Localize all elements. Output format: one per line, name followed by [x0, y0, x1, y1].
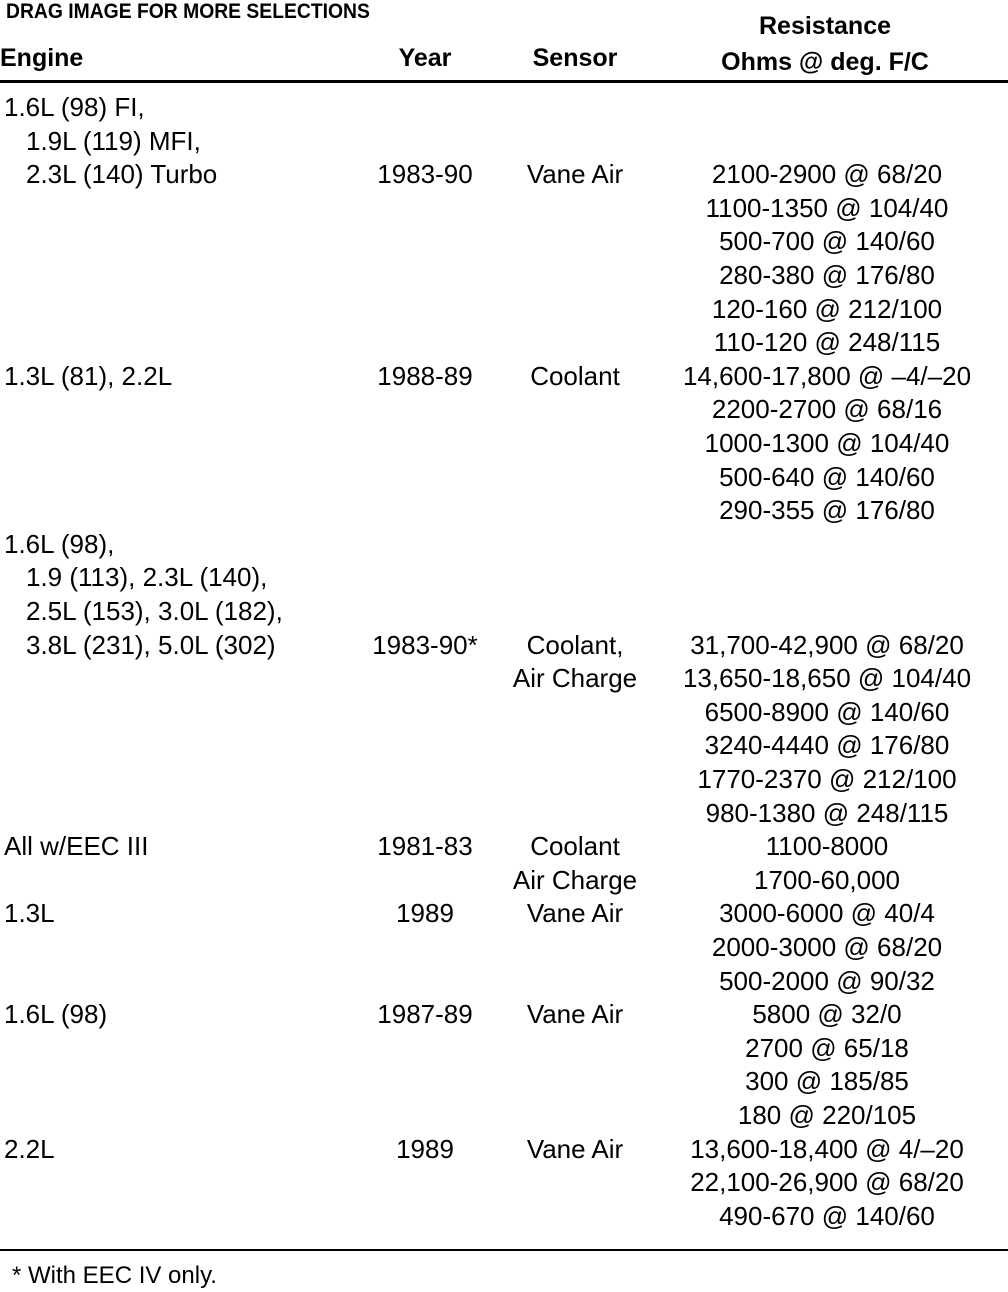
table-row [0, 91, 1008, 360]
resistance-cell [672, 1133, 982, 1234]
resistance-cell [672, 158, 982, 360]
sensor-line: Vane Air [526, 159, 624, 190]
resistance-cell [672, 629, 982, 831]
table-row [0, 897, 1008, 998]
resistance-value: 490-670 @ 140/60 [719, 1200, 935, 1231]
column-header-resistance [680, 8, 970, 80]
sensor-line: Vane Air [526, 898, 624, 929]
resistance-value: 5800 @ 32/0 [752, 999, 902, 1030]
sensor-line: Coolant [530, 831, 620, 862]
resistance-value: 120-160 @ 212/100 [711, 293, 943, 324]
resistance-value: 1100-8000 [765, 831, 889, 862]
resistance-value: 31,700-42,900 @ 68/20 [690, 629, 964, 660]
resistance-cell [672, 998, 982, 1132]
column-header-resistance-line1: Resistance [758, 12, 892, 40]
footnote: * With EEC IV only. [12, 1262, 217, 1289]
engine-line: 2.5L (153), 3.0L (182), [26, 595, 283, 626]
sensor-line: Coolant, [526, 629, 624, 660]
engine-cell [4, 1133, 384, 1167]
engine-cell [4, 830, 384, 864]
table-row [0, 360, 1008, 528]
column-header-engine: Engine [0, 44, 84, 72]
column-header-resistance-line2: Ohms @ deg. F/C [721, 48, 929, 76]
engine-line: 1.6L (98) FI, [4, 92, 145, 122]
table-bottom-divider [0, 1249, 1008, 1251]
column-header-sensor: Sensor [532, 44, 618, 72]
resistance-value: 3000-6000 @ 40/4 [719, 898, 935, 929]
resistance-value: 1100-1350 @ 104/40 [705, 192, 949, 223]
resistance-value: 1700-60,000 [753, 864, 901, 895]
resistance-cell [672, 897, 982, 998]
table-row [0, 528, 1008, 830]
sensor-cell [505, 897, 645, 931]
engine-line: 1.9L (119) MFI, [26, 125, 201, 156]
sensor-line: Vane Air [526, 999, 624, 1030]
year-cell: 1987-89 [377, 999, 473, 1030]
engine-line: 1.9 (113), 2.3L (140), [26, 562, 268, 593]
sensor-cell [505, 158, 645, 192]
resistance-cell [672, 360, 982, 528]
year-cell: 1983-90* [372, 629, 478, 660]
sensor-cell [505, 360, 645, 394]
resistance-value: 2700 @ 65/18 [745, 1032, 909, 1063]
sensor-line: Vane Air [526, 1133, 624, 1164]
resistance-value: 13,600-18,400 @ 4/–20 [690, 1133, 964, 1164]
engine-line: 1.3L (81), 2.2L [4, 360, 173, 391]
sensor-line: Coolant [530, 360, 620, 391]
resistance-value: 300 @ 185/85 [745, 1066, 909, 1097]
sensor-line: Air Charge [512, 864, 638, 895]
engine-line: 2.3L (140) Turbo [26, 159, 218, 190]
engine-cell [4, 998, 384, 1032]
engine-line: 2.2L [4, 1133, 55, 1164]
year-cell: 1988-89 [377, 360, 473, 391]
year-cell: 1989 [396, 898, 454, 929]
resistance-value: 6500-8900 @ 140/60 [704, 696, 950, 727]
engine-cell [4, 91, 384, 192]
sensor-line: Air Charge [512, 663, 638, 694]
year-cell: 1989 [396, 1133, 454, 1164]
resistance-value: 2000-3000 @ 68/20 [711, 931, 943, 962]
table-row [0, 1133, 1008, 1234]
resistance-value: 2200-2700 @ 68/16 [711, 394, 943, 425]
engine-line: 1.6L (98) [4, 999, 108, 1030]
engine-line: 1.6L (98), [4, 528, 115, 559]
engine-line: 1.3L [4, 898, 55, 929]
resistance-value: 500-640 @ 140/60 [719, 461, 935, 492]
table-row [0, 830, 1008, 897]
engine-cell [4, 360, 384, 394]
resistance-value: 290-355 @ 176/80 [719, 495, 935, 526]
sensor-cell [505, 830, 645, 897]
resistance-value: 500-700 @ 140/60 [719, 226, 935, 257]
engine-line: 3.8L (231), 5.0L (302) [26, 629, 276, 660]
sensor-resistance-table [0, 91, 1008, 1233]
resistance-value: 280-380 @ 176/80 [719, 259, 935, 290]
sensor-cell [505, 629, 645, 696]
engine-line: All w/EEC III [4, 831, 149, 862]
year-cell: 1983-90 [377, 159, 473, 190]
sensor-cell [505, 1133, 645, 1167]
resistance-value: 2100-2900 @ 68/20 [711, 159, 943, 190]
resistance-value: 180 @ 220/105 [737, 1099, 917, 1130]
engine-cell [4, 528, 384, 662]
resistance-value: 14,600-17,800 @ –4/–20 [682, 360, 972, 391]
resistance-value: 3240-4440 @ 176/80 [704, 730, 950, 761]
column-header-year: Year [398, 44, 452, 72]
header-divider [0, 80, 1008, 83]
sensor-cell [505, 998, 645, 1032]
resistance-value: 13,650-18,650 @ 104/40 [682, 663, 972, 694]
resistance-value: 1770-2370 @ 212/100 [697, 763, 957, 794]
resistance-value: 110-120 @ 248/115 [713, 327, 941, 358]
resistance-value: 1000-1300 @ 104/40 [704, 427, 950, 458]
resistance-value: 500-2000 @ 90/32 [719, 965, 935, 996]
drag-image-banner[interactable]: DRAG IMAGE FOR MORE SELECTIONS [6, 0, 370, 23]
resistance-value: 22,100-26,900 @ 68/20 [690, 1167, 964, 1198]
engine-cell [4, 897, 384, 931]
table-row [0, 998, 1008, 1132]
resistance-value: 980-1380 @ 248/115 [705, 797, 949, 828]
resistance-cell [672, 830, 982, 897]
year-cell: 1981-83 [377, 831, 473, 862]
